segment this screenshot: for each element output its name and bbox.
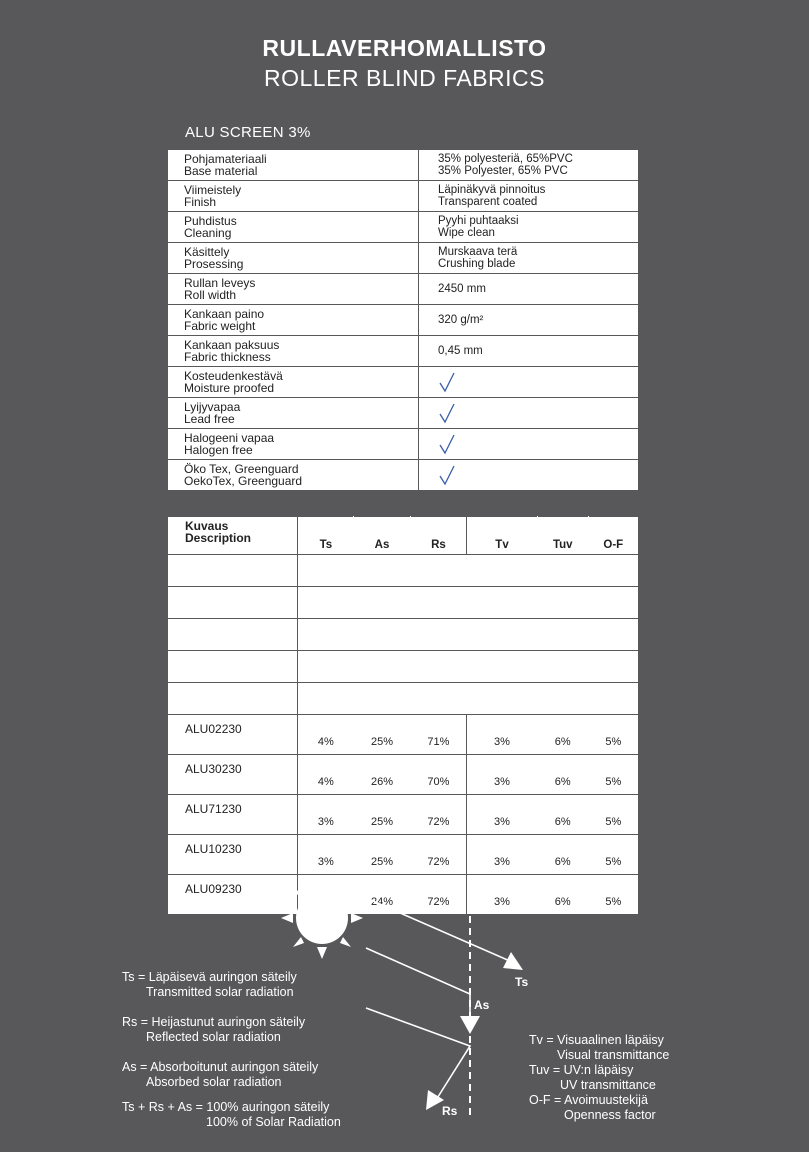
spec-label-fi: Halogeeni vapaa (184, 431, 275, 445)
row-value: 26% (354, 755, 410, 795)
spec-value-1: 35% polyesteriä, 65%PVC (438, 153, 573, 165)
row-value: 24% (354, 875, 410, 915)
spec-label-fi: Kankaan paino (184, 307, 265, 321)
spec-label-en: Base material (184, 164, 258, 178)
row-value: 71% (410, 715, 466, 755)
legend-item (529, 1063, 669, 1093)
spec-label-en: Finish (184, 195, 217, 209)
legend-of-en: Openness factor (564, 1108, 656, 1122)
legend-tuv: Tuv = UV:n läpäisy (529, 1063, 634, 1077)
spec-label-fi: Pohjamateriaali (184, 152, 267, 166)
col-tuv: Tuv (537, 517, 588, 555)
row-value: 70% (410, 755, 466, 795)
col-tv: Tv (467, 517, 538, 555)
header-en: Description (185, 531, 252, 545)
ts-label: Ts (515, 975, 529, 989)
spec-value-2: Wipe clean (438, 227, 495, 239)
row-value: 3% (467, 715, 538, 755)
legend-item (122, 970, 341, 1000)
spec-label-fi: Öko Tex, Greenguard (184, 462, 299, 476)
legend-rs: Rs = Heijastunut auringon säteily (122, 1015, 306, 1029)
title-english: ROLLER BLIND FABRICS (264, 65, 545, 91)
legend-left (122, 970, 341, 1130)
col-rs: Rs (410, 517, 466, 555)
row-value: 3% (467, 875, 538, 915)
legend-item (529, 1093, 669, 1123)
spec-value-2: Transparent coated (438, 196, 538, 208)
row-value: 5% (588, 875, 638, 915)
row-value: 72% (410, 795, 466, 835)
as-arrow-icon (460, 1016, 480, 1034)
legend-tuv-en: UV transmittance (560, 1078, 656, 1092)
spec-label-fi: Viimeistely (184, 183, 242, 197)
row-value: 3% (467, 755, 538, 795)
spec-value-1: Läpinäkyvä pinnoitus (438, 184, 546, 196)
row-value: 4% (298, 715, 354, 755)
header-fi: Kuvaus (185, 519, 229, 533)
legend-item (122, 1015, 341, 1045)
row-value: 6% (537, 875, 588, 915)
spec-value-1: Murskaava terä (438, 246, 518, 258)
rs-ray (366, 1008, 470, 1100)
col-as: As (354, 517, 410, 555)
spec-value-1: Pyyhi puhtaaksi (438, 215, 519, 227)
spec-label-en: Moisture proofed (184, 381, 275, 395)
row-value: 72% (410, 835, 466, 875)
spec-label-en: Cleaning (184, 226, 232, 240)
row-value: 5% (588, 795, 638, 835)
spec-label-en: Prosessing (184, 257, 244, 271)
row-code: ALU02230 (168, 715, 298, 755)
row-value: 3% (298, 795, 354, 835)
spec-label-en: Fabric thickness (184, 350, 271, 364)
spec-value-1: 320 g/m² (438, 314, 484, 326)
row-value: 25% (354, 715, 410, 755)
spec-label-en: Lead free (184, 412, 235, 426)
legend-as-en: Absorbed solar radiation (146, 1075, 282, 1089)
spec-value-2: 35% Polyester, 65% PVC (438, 165, 568, 177)
row-value: 5% (588, 715, 638, 755)
legend-tv: Tv = Visuaalinen läpäisy (529, 1033, 664, 1047)
legend-total: Ts + Rs + As = 100% auringon säteily (122, 1100, 330, 1114)
spec-label-en: Halogen free (184, 443, 253, 457)
row-value: 72% (410, 875, 466, 915)
legend-as: As = Absorboitunut auringon säteily (122, 1060, 319, 1074)
spec-label-fi: Kankaan paksuus (184, 338, 280, 352)
legend-tv-en: Visual transmittance (557, 1048, 670, 1062)
legend-item (122, 1100, 341, 1130)
legend-of: O-F = Avoimuustekijä (529, 1093, 648, 1107)
spec-value-2: Crushing blade (438, 258, 516, 270)
as-label: As (474, 998, 490, 1012)
legend-item (122, 1060, 341, 1090)
legend-ts: Ts = Läpäisevä auringon säteily (122, 970, 297, 984)
row-value: 4% (298, 755, 354, 795)
row-value: 5% (588, 835, 638, 875)
row-value: 6% (537, 715, 588, 755)
spec-value-1: 2450 mm (438, 283, 486, 295)
spec-label-fi: Lyijyvapaa (184, 400, 241, 414)
row-value: 3% (467, 795, 538, 835)
row-code: ALU09230 (168, 875, 298, 915)
row-code: ALU71230 (168, 795, 298, 835)
spec-value-1: 0,45 mm (438, 345, 483, 357)
sun-icon (281, 877, 363, 959)
legend-total-en: 100% of Solar Radiation (206, 1115, 341, 1129)
spec-label-fi: Puhdistus (184, 214, 237, 228)
row-code: ALU30230 (168, 755, 298, 795)
row-value: 6% (537, 835, 588, 875)
row-value: 5% (588, 755, 638, 795)
row-value: 3% (298, 835, 354, 875)
legend-rs-en: Reflected solar radiation (146, 1030, 281, 1044)
spec-label-en: Roll width (184, 288, 237, 302)
spec-label-fi: Käsittely (184, 245, 230, 259)
spec-label-fi: Rullan leveys (184, 276, 256, 290)
product-title: ALU SCREEN 3% (185, 124, 311, 141)
row-value: 25% (354, 835, 410, 875)
title-finnish: RULLAVERHOMALLISTO (262, 35, 547, 61)
ts-arrow-icon (503, 952, 523, 970)
as-ray (366, 948, 470, 1020)
row-value: 25% (354, 795, 410, 835)
col-ts: Ts (298, 517, 354, 555)
ts-ray (366, 898, 512, 962)
row-value: 6% (537, 755, 588, 795)
spec-label-en: Fabric weight (184, 319, 256, 333)
row-value: 3% (467, 835, 538, 875)
row-code: ALU10230 (168, 835, 298, 875)
col-of: O-F (588, 517, 638, 555)
legend-item (529, 1033, 669, 1063)
legend-right (529, 1033, 669, 1123)
spec-label-en: OekoTex, Greenguard (184, 474, 303, 488)
row-value: 6% (537, 795, 588, 835)
rs-label: Rs (442, 1104, 458, 1118)
legend-ts-en: Transmitted solar radiation (146, 985, 294, 999)
spec-label-fi: Kosteudenkestävä (184, 369, 283, 383)
